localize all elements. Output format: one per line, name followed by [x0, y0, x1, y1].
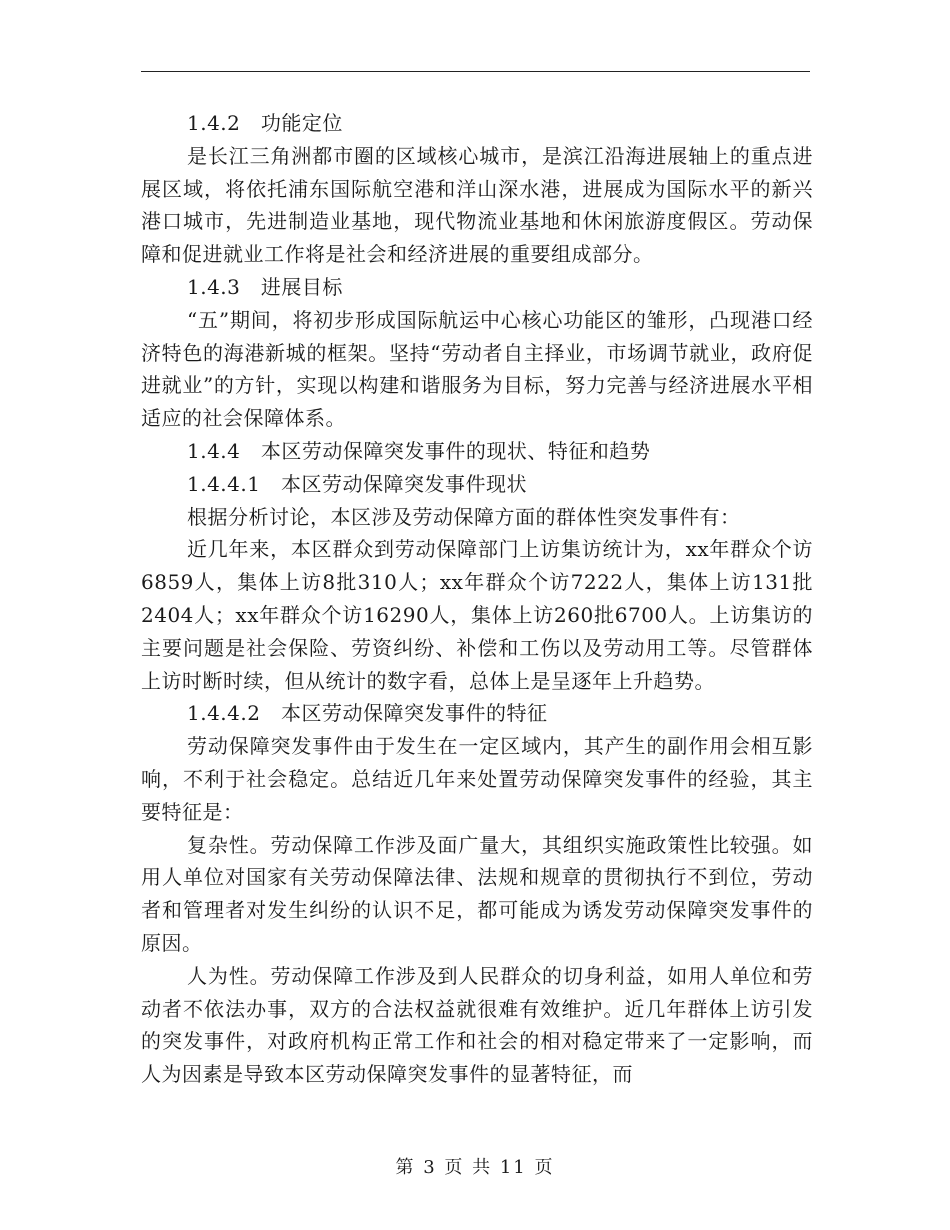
header-rule	[141, 71, 810, 72]
paragraph-development-goals: “五”期间，将初步形成国际航运中心核心功能区的雏形，凸现港口经济特色的海港新城的框架。坚持“劳动者自主择业，市场调节就业，政府促进就业”的方针，实现以构建和谐服务为目标，努力完善与经济进展水平相适应的社会保障体系。	[141, 307, 813, 431]
paragraph-complexity: 复杂性。劳动保障工作涉及面广量大，其组织实施政策性比较强。如用人单位对国家有关劳动保障法律、法规和规章的贯彻执行不到位，劳动者和管理者对发生纠纷的认识不足，都可能成为诱发劳动保障突发事件的原因。	[141, 832, 813, 955]
document-body	[141, 107, 813, 1091]
paragraph-petition-statistics: 近几年来，本区群众到劳动保障部门上访集访统计为，xx年群众个访6859人，集体上访8批310人；xx年群众个访7222人，集体上访131批2404人；xx年群众个访16290人，集体上访260批6700人。上访集访的主要问题是社会保险、劳资纠纷、补偿和工伤以及劳动用工等。尽管群体上访时断时续，但从统计的数字看，总体上是呈逐年上升趋势。	[141, 537, 813, 693]
paragraph-analysis-intro: 根据分析讨论，本区涉及劳动保障方面的群体性突发事件有：	[187, 504, 741, 529]
section-heading-1-4-4-1: 1.4.4.1 本区劳动保障突发事件现状	[187, 471, 527, 496]
paragraph-human-factor: 人为性。劳动保障工作涉及到人民群众的切身利益，如用人单位和劳动者不依法办事，双方的合法权益就很难有效维护。近几年群体上访引发的突发事件，对政府机构正常工作和社会的相对稳定带来了一定影响，而人为因素是导致本区劳动保障突发事件的显著特征，而	[141, 963, 813, 1087]
section-heading-1-4-4-2: 1.4.4.2 本区劳动保障突发事件的特征	[187, 701, 548, 726]
paragraph-function-positioning: 是长江三角洲都市圈的区域核心城市，是滨江沿海进展轴上的重点进展区域，将依托浦东国际航空港和洋山深水港，进展成为国际水平的新兴港口城市，先进制造业基地，现代物流业基地和休闲旅游度假区。劳动保障和促进就业工作将是社会和经济进展的重要组成部分。	[141, 143, 813, 267]
section-heading-1-4-2: 1.4.2 功能定位	[187, 111, 343, 135]
paragraph-characteristics-intro: 劳动保障突发事件由于发生在一定区域内，其产生的副作用会相互影响，不利于社会稳定。总结近几年来处置劳动保障突发事件的经验，其主要特征是：	[141, 734, 813, 824]
section-heading-1-4-4: 1.4.4 本区劳动保障突发事件的现状、特征和趋势	[187, 438, 651, 463]
section-heading-1-4-3: 1.4.3 进展目标	[187, 274, 343, 299]
page-footer: 第 3 页 共 11 页	[395, 1157, 555, 1178]
